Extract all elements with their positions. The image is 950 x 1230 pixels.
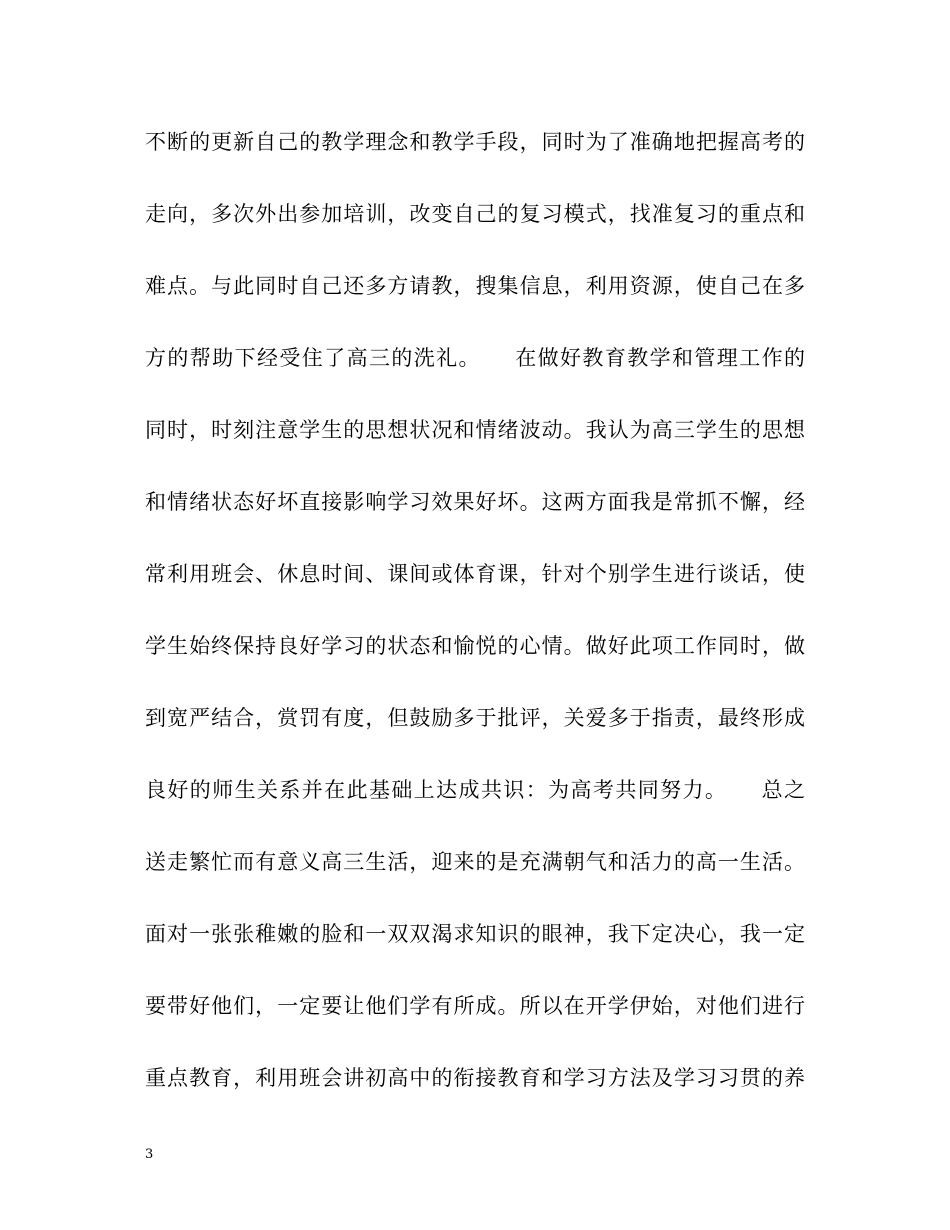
text-line: 不断的更新自己的教学理念和教学手段，同时为了准确地把握高考的 <box>145 130 805 154</box>
text-line: 要带好他们，一定要让他们学有所成。所以在开学伊始，对他们进行 <box>145 994 805 1018</box>
text-line: 面对一张张稚嫩的脸和一双双渴求知识的眼神，我下定决心，我一定 <box>145 922 805 946</box>
text-line: 走向，多次外出参加培训，改变自己的复习模式，找准复习的重点和 <box>145 202 805 226</box>
text-line: 方的帮助下经受住了高三的洗礼。 在做好教育教学和管理工作的 <box>145 346 805 370</box>
text-line: 重点教育，利用班会讲初高中的衔接教育和学习方法及学习习贯的养 <box>145 1066 805 1090</box>
text-line: 常利用班会、休息时间、课间或体育课，针对个别学生进行谈话，使 <box>145 562 805 586</box>
text-line: 难点。与此同时自己还多方请教，搜集信息，利用资源，使自己在多 <box>145 274 805 298</box>
text-line: 良好的师生关系并在此基础上达成共识：为高考共同努力。 总之 <box>145 778 805 802</box>
text-line: 送走繁忙而有意义高三生活，迎来的是充满朝气和活力的高一生活。 <box>145 850 805 874</box>
text-line: 到宽严结合，赏罚有度，但鼓励多于批评，关爱多于指责，最终形成 <box>145 706 805 730</box>
text-line: 同时，时刻注意学生的思想状况和情绪波动。我认为高三学生的思想 <box>145 418 805 442</box>
body-text <box>145 120 805 1128</box>
text-line: 和情绪状态好坏直接影响学习效果好坏。这两方面我是常抓不懈，经 <box>145 490 805 514</box>
text-line: 学生始终保持良好学习的状态和愉悦的心情。做好此项工作同时，做 <box>145 634 805 658</box>
page-number: 3 <box>145 1147 154 1162</box>
